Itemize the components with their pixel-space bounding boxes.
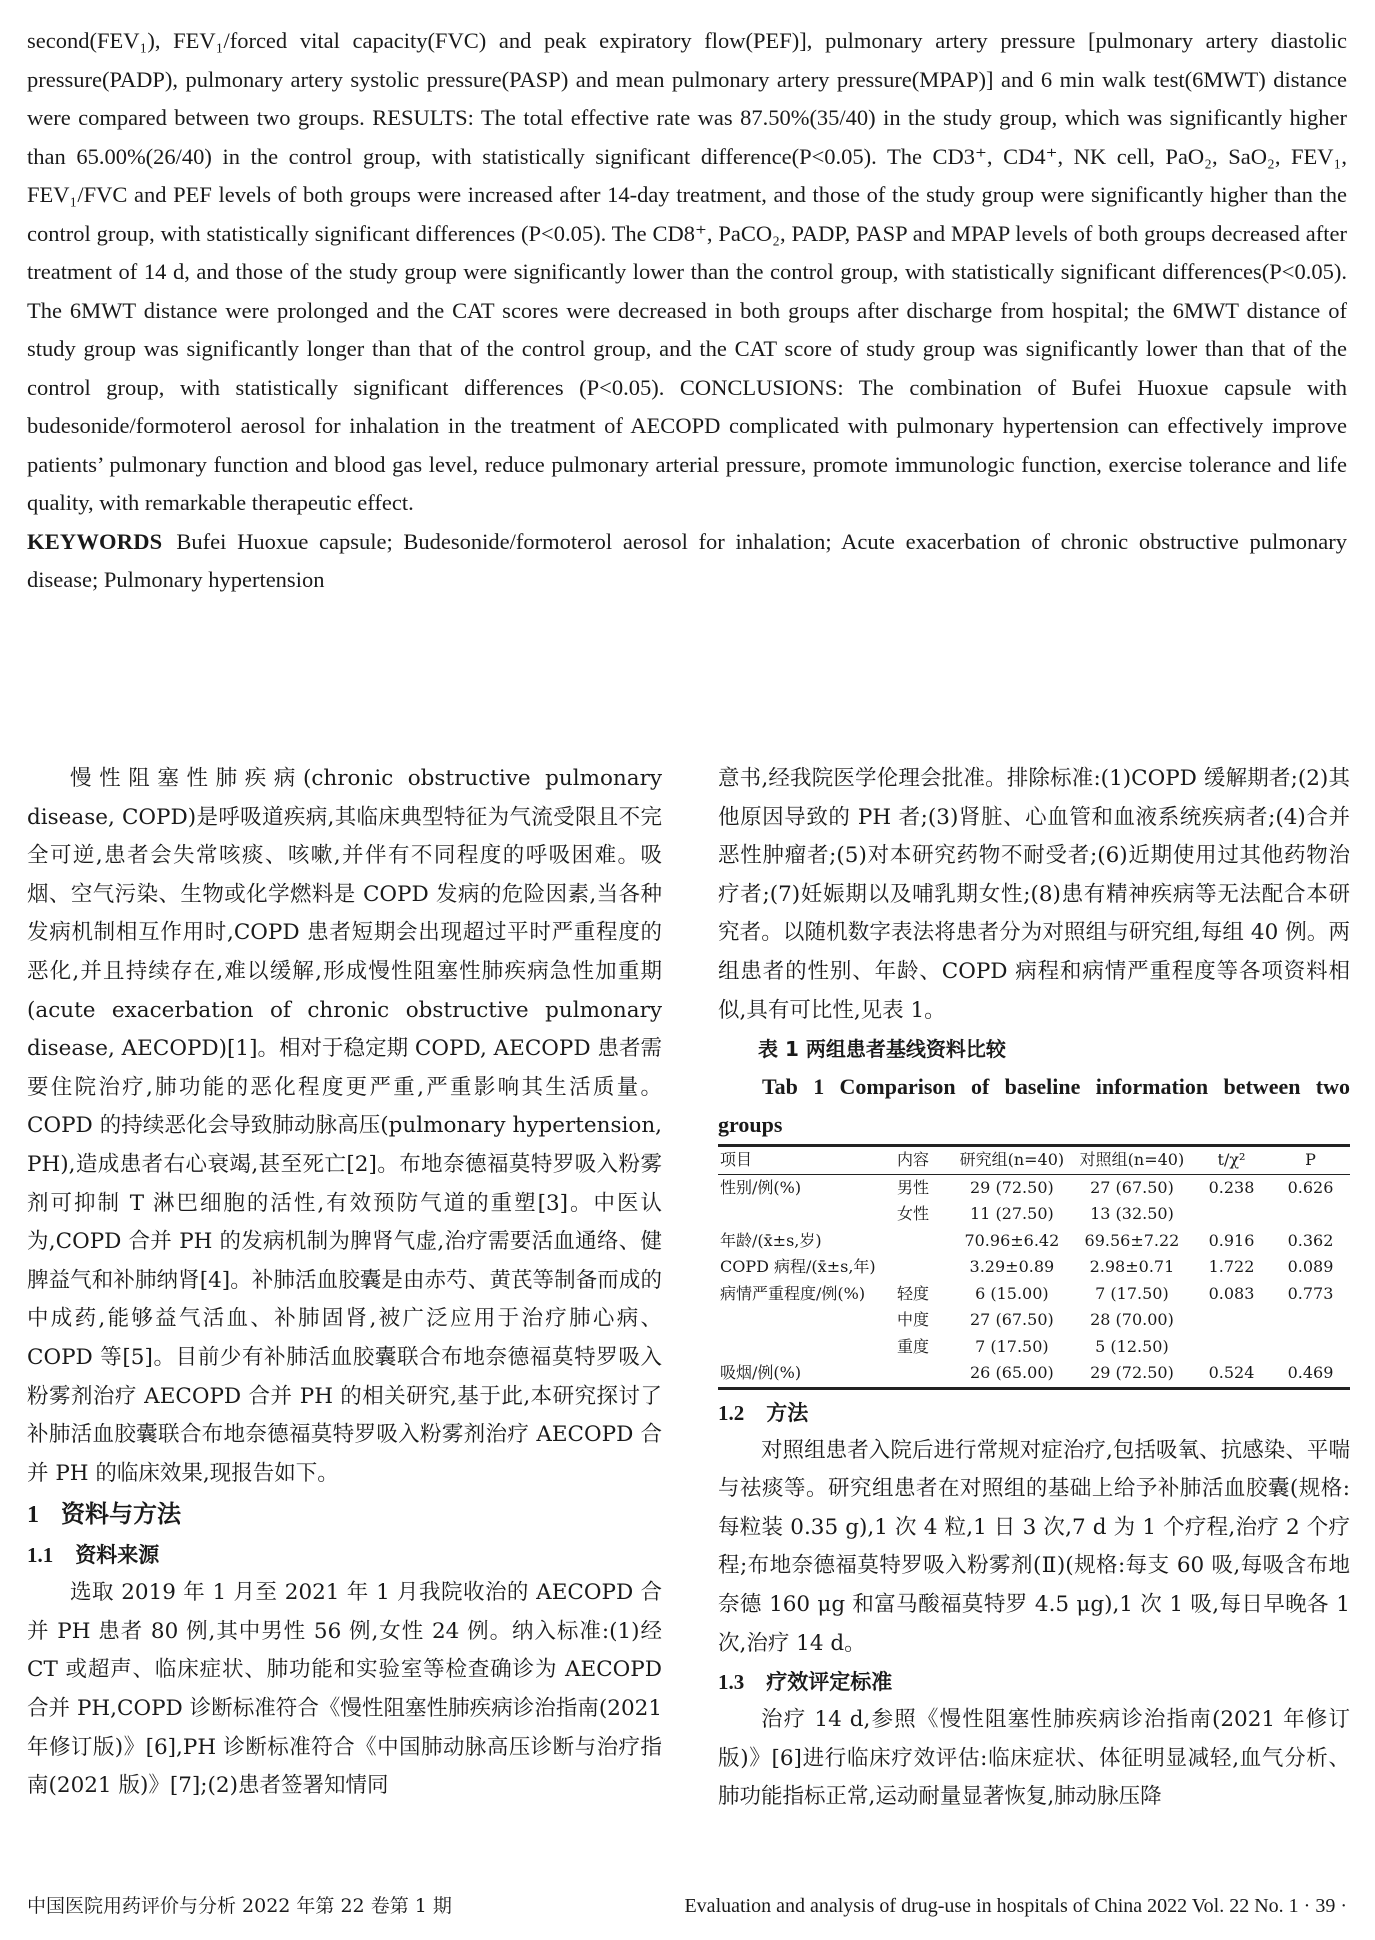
cell-p-value — [1271, 1201, 1350, 1228]
cell-content — [895, 1228, 952, 1255]
cell-p-value: 0.089 — [1287, 1257, 1334, 1277]
cell-statistic: 1.722 — [1208, 1257, 1255, 1277]
header-p-value: P — [1305, 1150, 1316, 1170]
subsection-title: 方法 — [766, 1400, 809, 1425]
cell-p-value: 0.469 — [1287, 1363, 1334, 1383]
cell-content: 重度 — [896, 1336, 929, 1356]
cell-statistic: 0.083 — [1208, 1283, 1255, 1303]
table-row — [718, 1228, 1350, 1255]
table-row — [718, 1201, 1350, 1228]
table-caption-en: Tab 1 Comparison of baseline information between two groups — [718, 1074, 1350, 1138]
abstract-paragraph: second(FEV₁), FEV₁/forced vital capacity(FVC) and peak expiratory flow(PEF)], pulmonary artery pressure [pulmonary artery diastolic pressure(PADP), pulmonary artery systolic pressure(PASP) and mean pulmonary artery pressure(MPAP)] and 6 min walk test(6MWT) distance were compared between two groups. RESULTS: The total effective rate was 87.50%(35/40) in the study group, which was significantly higher than 65.00%(26/40) in the control group, with statistically significant difference(P<0.05). The CD3⁺, CD4⁺, NK cell, PaO₂, SaO₂, FEV₁, FEV₁/FVC and PEF levels of both groups were increased after 14-day treatment, and those of the study group were significantly higher than the control group, with statistically significant differences (P<0.05). The CD8⁺, PaCO₂, PADP, PASP and MPAP levels of both groups decreased after treatment of 14 d, and those of the study group were significantly lower than the control group, with statistically significant differences(P<0.05). The 6MWT distance were prolonged and the CAT scores were decreased in both groups after discharge from hospital; the 6MWT distance of study group was significantly longer than that of the control group, and the CAT score of study group was significantly lower than that of the control group, with statistically significant differences (P<0.05). CONCLUSIONS: The combination of Bufei Huoxue capsule with budesonide/formoterol aerosol for inhalation in the treatment of AECOPD complicated with pulmonary hypertension can effectively improve patients’ pulmonary function and blood gas level, reduce pulmonary arterial pressure, promote immunologic function, exercise tolerance and life quality, with remarkable therapeutic effect. — [27, 28, 1347, 515]
baseline-table — [718, 1144, 1350, 1390]
cell-control-group: 7 (17.50) — [1095, 1283, 1169, 1303]
header-study-group: 研究组(n=40) — [959, 1150, 1065, 1170]
header-statistic: t/χ² — [1217, 1150, 1246, 1170]
table-row — [718, 1174, 1350, 1201]
cell-item: COPD 病程/(x̄±s,年) — [720, 1257, 876, 1277]
cell-content: 男性 — [896, 1177, 929, 1197]
cell-control-group: 13 (32.50) — [1090, 1204, 1174, 1224]
cell-control-group: 5 (12.50) — [1095, 1336, 1169, 1356]
section-title: 资料与方法 — [61, 1500, 181, 1529]
cell-study-group: 3.29±0.89 — [969, 1257, 1055, 1277]
subsection-number: 1.2 — [718, 1400, 745, 1425]
table-row — [718, 1307, 1350, 1334]
footer-journal-en: Evaluation and analysis of drug-use in hospitals of China 2022 Vol. 22 No. 1 · 39 · — [684, 1895, 1347, 1917]
left-column — [27, 760, 662, 1806]
section-1-heading — [27, 1493, 662, 1536]
abstract-continuation — [27, 22, 1347, 600]
cell-control-group: 29 (72.50) — [1090, 1363, 1174, 1383]
cell-p-value: 0.362 — [1287, 1230, 1334, 1250]
cell-statistic: 0.524 — [1208, 1363, 1255, 1383]
table-row — [718, 1281, 1350, 1308]
cell-control-group: 69.56±7.22 — [1084, 1230, 1180, 1250]
keywords-label: KEYWORDS — [27, 528, 163, 554]
table-row — [718, 1254, 1350, 1281]
cell-control-group: 2.98±0.71 — [1089, 1257, 1175, 1277]
header-item: 项目 — [720, 1150, 753, 1170]
introduction-paragraph: 慢性阻塞性肺疾病(chronic obstructive pulmonary disease, COPD)是呼吸道疾病,其临床典型特征为气流受限且不完全可逆,患者会失常咳痰、咳嗽,并伴有不同程度的呼吸困难。吸烟、空气污染、生物或化学燃料是 COPD 发病的危险因素,当各种发病机制相互作用时,COPD 患者短期会出现超过平时严重程度的恶化,并且持续存在,难以缓解,形成慢性阻塞性肺疾病急性加重期(acute exacerbation of chronic obstructive pulmonary disease, AECOPD)[1]。相对于稳定期 COPD, AECOPD 患者需要住院治疗,肺功能的恶化程度更严重,严重影响其生活质量。COPD 的持续恶化会导致肺动脉高压(pulmonary hypertension, PH),造成患者右心衰竭,甚至死亡[2]。布地奈德福莫特罗吸入粉雾剂可抑制 T 淋巴细胞的活性,有效预防气道的重塑[3]。中医认为,COPD 合并 PH 的发病机制为脾肾气虚,治疗需要活血通络、健脾益气和补肺纳肾[4]。补肺活血胶囊是由赤芍、黄芪等制备而成的中成药,能够益气活血、补肺固肾,被广泛应用于治疗肺心病、COPD 等[5]。目前少有补肺活血胶囊联合布地奈德福莫特罗吸入粉雾剂治疗 AECOPD 合并 PH 的相关研究,基于此,本研究探讨了补肺活血胶囊联合布地奈德福莫特罗吸入粉雾剂治疗 AECOPD 合并 PH 的临床效果,现报告如下。 — [27, 766, 662, 1486]
cell-statistic: 0.238 — [1208, 1177, 1255, 1197]
header-content: 内容 — [896, 1150, 929, 1170]
right-column — [718, 760, 1350, 1817]
cell-study-group: 27 (67.50) — [970, 1310, 1054, 1330]
cell-item: 年龄/(x̄±s,岁) — [720, 1230, 822, 1250]
subsection-1-2-text: 对照组患者入院后进行常规对症治疗,包括吸氧、抗感染、平喘与祛痰等。研究组患者在对照组的基础上给予补肺活血胶囊(规格:每粒装 0.35 g),1 次 4 粒,1 日 3 次,7 d 为 1 个疗程,治疗 2 个疗程;布地奈德福莫特罗吸入粉雾剂(Ⅱ)(规格:每支 60 吸,每吸含布地奈德 160 μg 和富马酸福莫特罗 4.5 μg),1 次 1 吸,每日早晚各 1 次,治疗 14 d。 — [718, 1437, 1350, 1656]
cell-p-value — [1271, 1307, 1350, 1334]
cell-item: 病情严重程度/例(%) — [720, 1283, 866, 1303]
cell-study-group: 6 (15.00) — [975, 1283, 1049, 1303]
cell-p-value: 0.773 — [1287, 1283, 1334, 1303]
section-number: 1 — [27, 1502, 39, 1529]
cell-content — [895, 1360, 952, 1388]
cell-item — [718, 1201, 895, 1228]
subsection-number: 1.3 — [718, 1670, 745, 1695]
cell-statistic — [1192, 1334, 1271, 1361]
subsection-title: 资料来源 — [75, 1543, 160, 1568]
subsection-1-2-heading — [718, 1394, 1350, 1432]
cell-item — [718, 1334, 895, 1361]
subsection-1-1-continued: 意书,经我院医学伦理会批准。排除标准:(1)COPD 缓解期者;(2)其他原因导致的 PH 者;(3)肾脏、心血管和血液系统疾病者;(4)合并恶性肿瘤者;(5)对本研究药物不耐受者;(6)近期使用过其他药物治疗者;(7)妊娠期以及哺乳期女性;(8)患有精神疾病等无法配合本研究者。以随机数字表法将患者分为对照组与研究组,每组 40 例。两组患者的性别、年龄、COPD 病程和病情严重程度等各项资料相似,具有可比性,见表 1。 — [718, 766, 1350, 1023]
subsection-title: 疗效评定标准 — [766, 1670, 893, 1695]
cell-study-group: 70.96±6.42 — [964, 1230, 1060, 1250]
cell-statistic — [1192, 1307, 1271, 1334]
cell-statistic — [1192, 1201, 1271, 1228]
cell-content: 女性 — [896, 1204, 929, 1224]
subsection-1-1-heading — [27, 1536, 662, 1574]
subsection-number: 1.1 — [27, 1543, 54, 1568]
cell-study-group: 29 (72.50) — [970, 1177, 1054, 1197]
keywords-text: Bufei Huoxue capsule; Budesonide/formoterol aerosol for inhalation; Acute exacerbation of chronic obstructive pulmonary disease; Pulmonary hypertension — [27, 528, 1347, 592]
cell-content: 中度 — [896, 1310, 929, 1330]
cell-control-group: 27 (67.50) — [1090, 1177, 1174, 1197]
subsection-1-1-text: 选取 2019 年 1 月至 2021 年 1 月我院收治的 AECOPD 合并 PH 患者 80 例,其中男性 56 例,女性 24 例。纳入标准:(1)经 CT 或超声、临床症状、肺功能和实验室等检查确诊为 AECOPD 合并 PH,COPD 诊断标准符合《慢性阻塞性肺疾病诊治指南(2021 年修订版)》[6],PH 诊断标准符合《中国肺动脉高压诊断与治疗指南(2021 版)》[7];(2)患者签署知情同 — [27, 1580, 662, 1799]
subsection-1-3-text: 治疗 14 d,参照《慢性阻塞性肺疾病诊治指南(2021 年修订版)》[6]进行临床疗效评估:临床症状、体征明显减轻,血气分析、肺功能指标正常,运动耐量显著恢复,肺动脉压降 — [718, 1707, 1350, 1810]
cell-item: 吸烟/例(%) — [720, 1363, 802, 1383]
cell-study-group: 7 (17.50) — [975, 1336, 1049, 1356]
cell-p-value — [1271, 1334, 1350, 1361]
cell-content — [895, 1254, 952, 1281]
footer-journal-zh: 中国医院用药评价与分析 2022 年第 22 卷第 1 期 — [27, 1895, 452, 1917]
cell-study-group: 26 (65.00) — [970, 1363, 1054, 1383]
subsection-1-3-heading — [718, 1663, 1350, 1701]
table-row — [718, 1334, 1350, 1361]
cell-item — [718, 1307, 895, 1334]
cell-study-group: 11 (27.50) — [970, 1204, 1054, 1224]
table-caption-zh: 表 1 两组患者基线资料比较 — [758, 1037, 1006, 1062]
table-row — [718, 1360, 1350, 1388]
header-control-group: 对照组(n=40) — [1079, 1150, 1185, 1170]
cell-control-group: 28 (70.00) — [1090, 1310, 1174, 1330]
cell-item: 性别/例(%) — [720, 1177, 802, 1197]
cell-statistic: 0.916 — [1208, 1230, 1255, 1250]
cell-p-value: 0.626 — [1287, 1177, 1334, 1197]
keywords — [27, 523, 1347, 600]
table-header-row — [718, 1146, 1350, 1175]
cell-content: 轻度 — [896, 1283, 929, 1303]
